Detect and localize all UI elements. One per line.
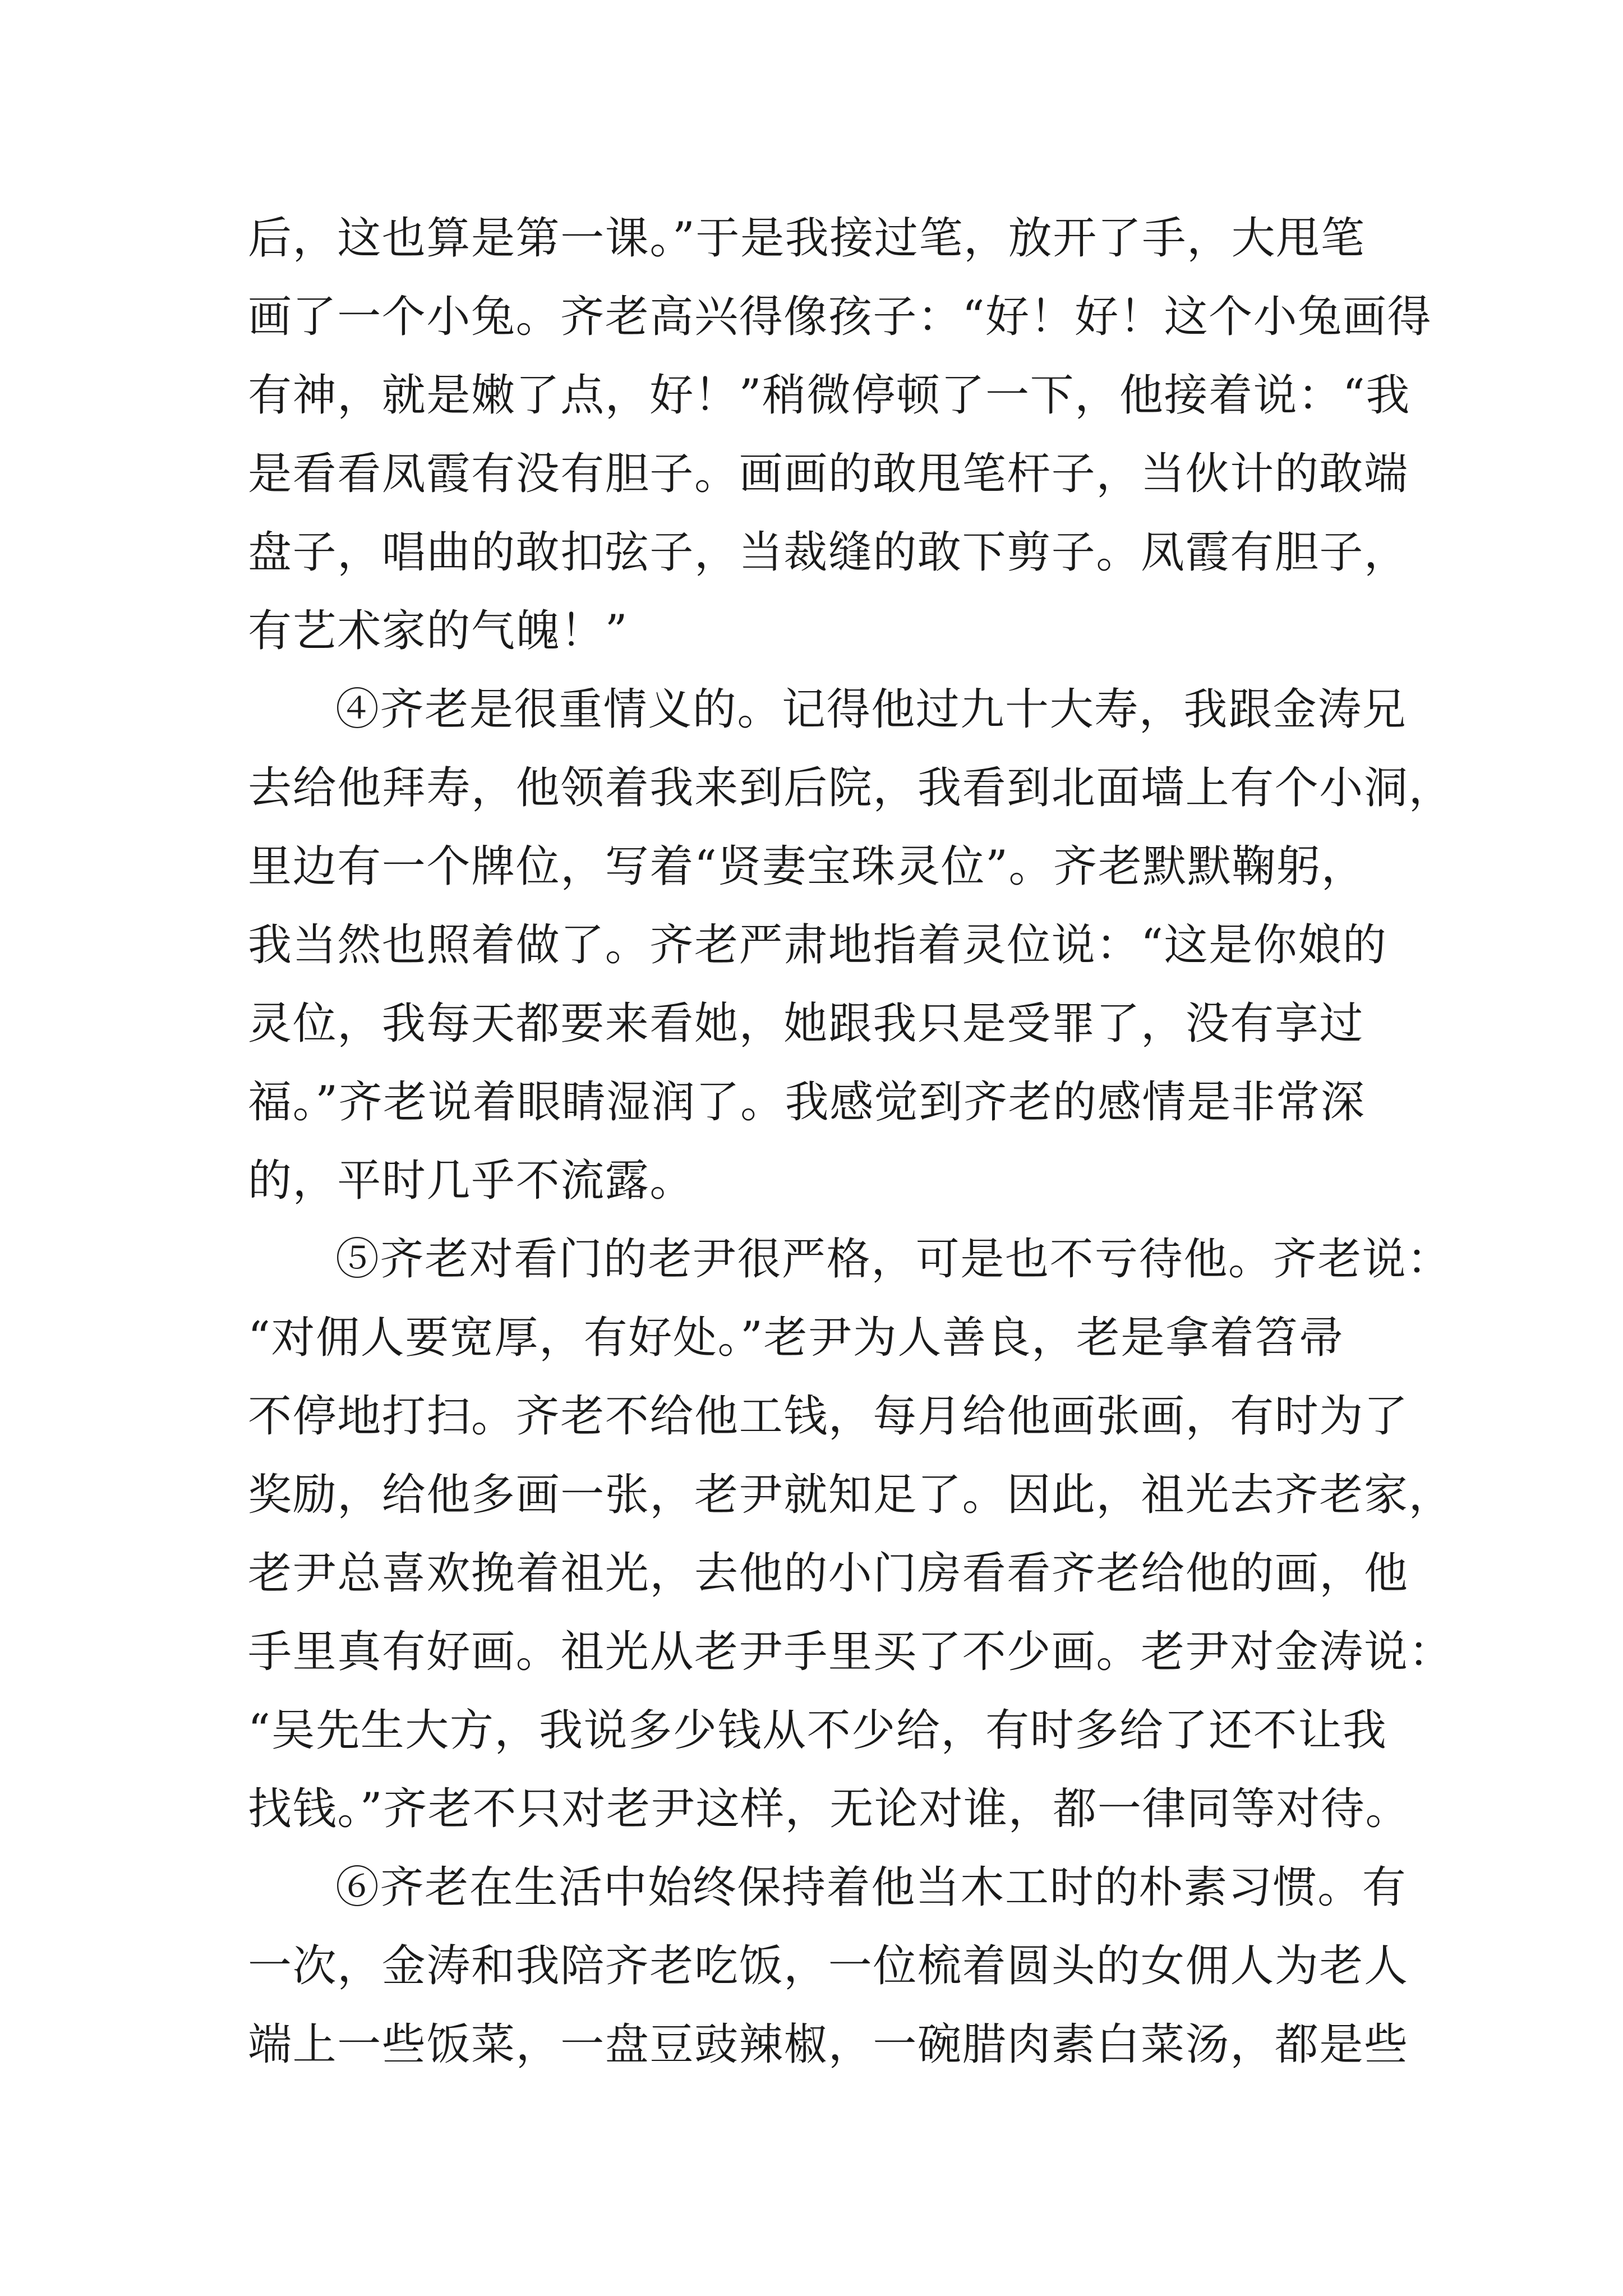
text-line: “吴先生大方，我说多少钱从不少给，有时多给了还不让我 [248, 1705, 1387, 1756]
text-line: 有艺术家的气魄！” [248, 606, 629, 656]
text-line: 福。”齐老说着眼睛湿润了。我感觉到齐老的感情是非常深 [248, 1077, 1366, 1128]
text-line: 是看看凤霞有没有胆子。画画的敢甩笔杆子，当伙计的敢端 [248, 449, 1409, 499]
text-line: 的，平时几乎不流露。 [248, 1156, 695, 1206]
text-line: 盘子，唱曲的敢扣弦子，当裁缝的敢下剪子。凤霞有胆子， [248, 527, 1409, 578]
text-line: “对佣人要宽厚，有好处。”老尹为人善良，老是拿着笤帚 [248, 1313, 1344, 1363]
text-line: 后，这也算是第一课。”于是我接过笔，放开了手，大甩笔 [248, 213, 1366, 264]
text-line: ⑤齐老对看门的老尹很严格，可是也不亏待他。齐老说： [335, 1234, 1452, 1285]
text-line: 我当然也照着做了。齐老严肃地指着灵位说：“这是你娘的 [248, 920, 1387, 970]
text-line: 画了一个小兔。齐老高兴得像孩子：“好！好！这个小兔画得 [248, 292, 1432, 342]
text-line: 找钱。”齐老不只对老尹这样，无论对谁，都一律同等对待。 [248, 1784, 1410, 1834]
body-text [248, 199, 1454, 2084]
text-line: ⑥齐老在生活中始终保持着他当木工时的朴素习惯。有 [335, 1862, 1407, 1913]
text-line: 不停地打扫。齐老不给他工钱，每月给他画张画，有时为了 [248, 1391, 1409, 1442]
text-line: 有神，就是嫩了点，好！”稍微停顿了一下，他接着说：“我 [248, 370, 1410, 421]
text-line: 端上一些饭菜，一盘豆豉辣椒，一碗腊肉素白菜汤，都是些 [248, 2019, 1409, 2070]
text-line: 去给他拜寿，他领着我来到后院，我看到北面墙上有个小洞， [248, 763, 1454, 813]
text-line: 奖励，给他多画一张，老尹就知足了。因此，祖光去齐老家， [248, 1470, 1454, 1520]
text-line: ④齐老是很重情义的。记得他过九十大寿，我跟金涛兄 [335, 684, 1407, 735]
text-line: 里边有一个牌位，写着“贤妻宝珠灵位”。齐老默默鞠躬， [248, 841, 1366, 892]
text-line: 老尹总喜欢挽着祖光，去他的小门房看看齐老给他的画，他 [248, 1548, 1409, 1599]
text-line: 灵位，我每天都要来看她，她跟我只是受罪了，没有享过 [248, 999, 1364, 1049]
text-line: 手里真有好画。祖光从老尹手里买了不少画。老尹对金涛说： [248, 1627, 1454, 1677]
text-line: 一次，金涛和我陪齐老吃饭，一位梳着圆头的女佣人为老人 [248, 1941, 1409, 1991]
